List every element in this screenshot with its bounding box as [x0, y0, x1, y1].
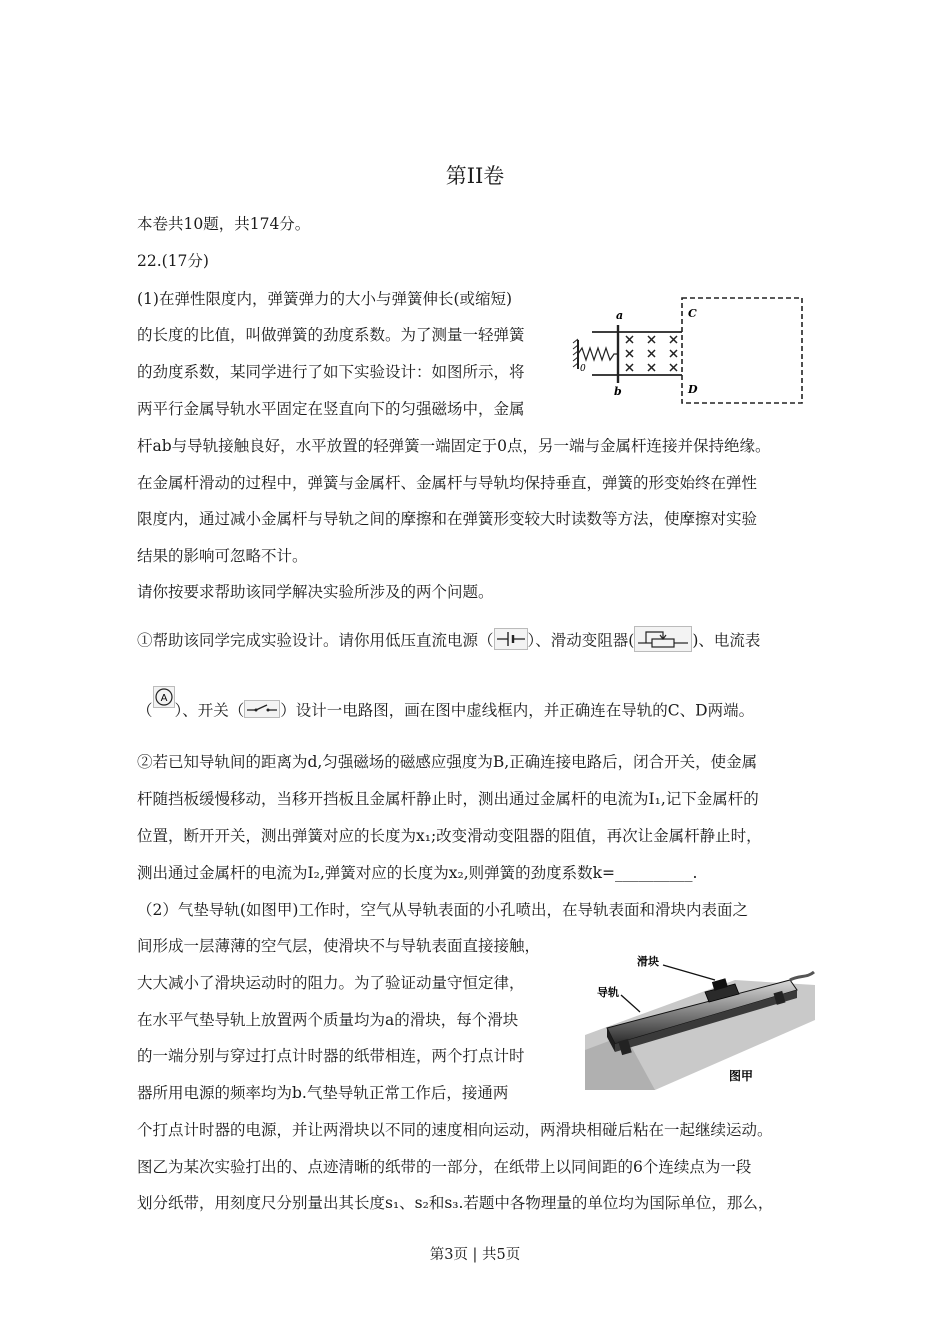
- part2-line: 在水平气垫导轨上放置两个质量均为a的滑块，每个滑块: [137, 1011, 519, 1029]
- magnetic-field-marks: [626, 336, 677, 371]
- part2-line: 器所用电源的频率均为b.气垫导轨正常工作后，接通两: [137, 1084, 509, 1102]
- part2-line: 个打点计时器的电源，并让两滑块以不同的速度相向运动，两滑块相碰后粘在一起继续运动。: [137, 1121, 773, 1139]
- paragraph-line: 杆ab与导轨接触良好，水平放置的轻弹簧一端固定于0点，另一端与金属杆连接并保持绝缘。: [137, 437, 771, 455]
- item2-line: 杆随挡板缓慢移动，当移开挡板且金属杆静止时，测出通过金属杆的电流为I₁,记下金属杆的: [137, 790, 759, 808]
- part2-line: （2）气垫导轨(如图甲)工作时，空气从导轨表面的小孔喷出，在导轨表面和滑块内表面之: [137, 901, 748, 919]
- figure-caption: 图甲: [729, 1069, 754, 1083]
- page-footer: 第3页 | 共5页: [429, 1247, 521, 1263]
- paragraph-line: 的长度的比值，叫做弹簧的劲度系数。为了测量一轻弹簧: [137, 326, 525, 344]
- label-d: D: [688, 383, 698, 396]
- item1-line2: [137, 693, 755, 725]
- item1-text-e: ）、开关（: [174, 701, 245, 720]
- section-intro: 本卷共10题，共174分。: [137, 215, 311, 233]
- section-title: 第II卷: [445, 164, 505, 188]
- paragraph-line: 在金属杆滑动的过程中，弹簧与金属杆、金属杆与导轨均保持垂直，弹簧的形变始终在弹性: [137, 474, 758, 492]
- item1-line1: [137, 626, 760, 657]
- ammeter-icon: [153, 686, 175, 713]
- item2-line: 测出通过金属杆的电流为I₂,弹簧对应的长度为x₂,则弹簧的劲度系数k=__________.: [137, 864, 698, 882]
- air-track-figure: [585, 940, 815, 1095]
- label-a: a: [616, 309, 624, 322]
- item1-text-d: （: [137, 701, 153, 720]
- question-header: 22.(17分): [137, 252, 209, 270]
- label-c: C: [688, 307, 697, 320]
- part2-line: 间形成一层薄薄的空气层，使滑块不与导轨表面直接接触，: [137, 937, 541, 955]
- item1-text-b: ）、滑动变阻器(: [527, 631, 635, 650]
- part2-line: 图乙为某次实验打出的、点迹清晰的纸带的一部分，在纸带上以同间距的6个连续点为一段: [137, 1158, 752, 1176]
- ammeter-symbol: A: [160, 693, 167, 704]
- paragraph-line: (1)在弹性限度内，弹簧弹力的大小与弹簧伸长(或缩短): [137, 290, 513, 308]
- part2-line: 的一端分别与穿过打点计时器的纸带相连，两个打点计时: [137, 1047, 525, 1065]
- item2-line: ②若已知导轨间的距离为d,匀强磁场的磁感应强度为B,正确连接电路后，闭合开关，使金属: [137, 753, 758, 771]
- paragraph-line: 限度内，通过减小金属杆与导轨之间的摩擦和在弹簧形变较大时读数等方法，使摩擦对实验: [137, 510, 758, 528]
- paragraph-line: 两平行金属导轨水平固定在竖直向下的匀强磁场中，金属: [137, 400, 525, 418]
- dc-source-icon: [494, 628, 528, 655]
- paragraph-line: 结果的影响可忽略不计。: [137, 547, 308, 565]
- switch-icon: [244, 700, 280, 723]
- label-rail: 导轨: [597, 986, 619, 999]
- paragraph-line: 请你按要求帮助该同学解决实验所涉及的两个问题。: [137, 583, 494, 601]
- rail-magnetic-field-figure: [570, 295, 810, 410]
- label-o: 0: [580, 364, 586, 374]
- item1-text-f: ）设计一电路图，画在图中虚线框内，并正确连在导轨的C、D两端。: [280, 701, 755, 720]
- label-slider: 滑块: [637, 955, 659, 968]
- part2-line: 划分纸带，用刻度尺分别量出其长度s₁、s₂和s₃.若题中各物理量的单位均为国际单位，那么，: [137, 1194, 774, 1212]
- label-b: b: [614, 385, 622, 398]
- rheostat-icon: [634, 626, 692, 657]
- item2-line: 位置，断开开关，测出弹簧对应的长度为x₁;改变滑动变阻器的阻值，再次让金属杆静止时，: [137, 827, 762, 845]
- item1-text-c: )、电流表: [692, 631, 761, 650]
- item1-text-a: ①帮助该同学完成实验设计。请你用低压直流电源（: [137, 631, 494, 650]
- paragraph-line: 的劲度系数，某同学进行了如下实验设计：如图所示，将: [137, 363, 525, 381]
- part2-line: 大大减小了滑块运动时的阻力。为了验证动量守恒定律，: [137, 974, 525, 992]
